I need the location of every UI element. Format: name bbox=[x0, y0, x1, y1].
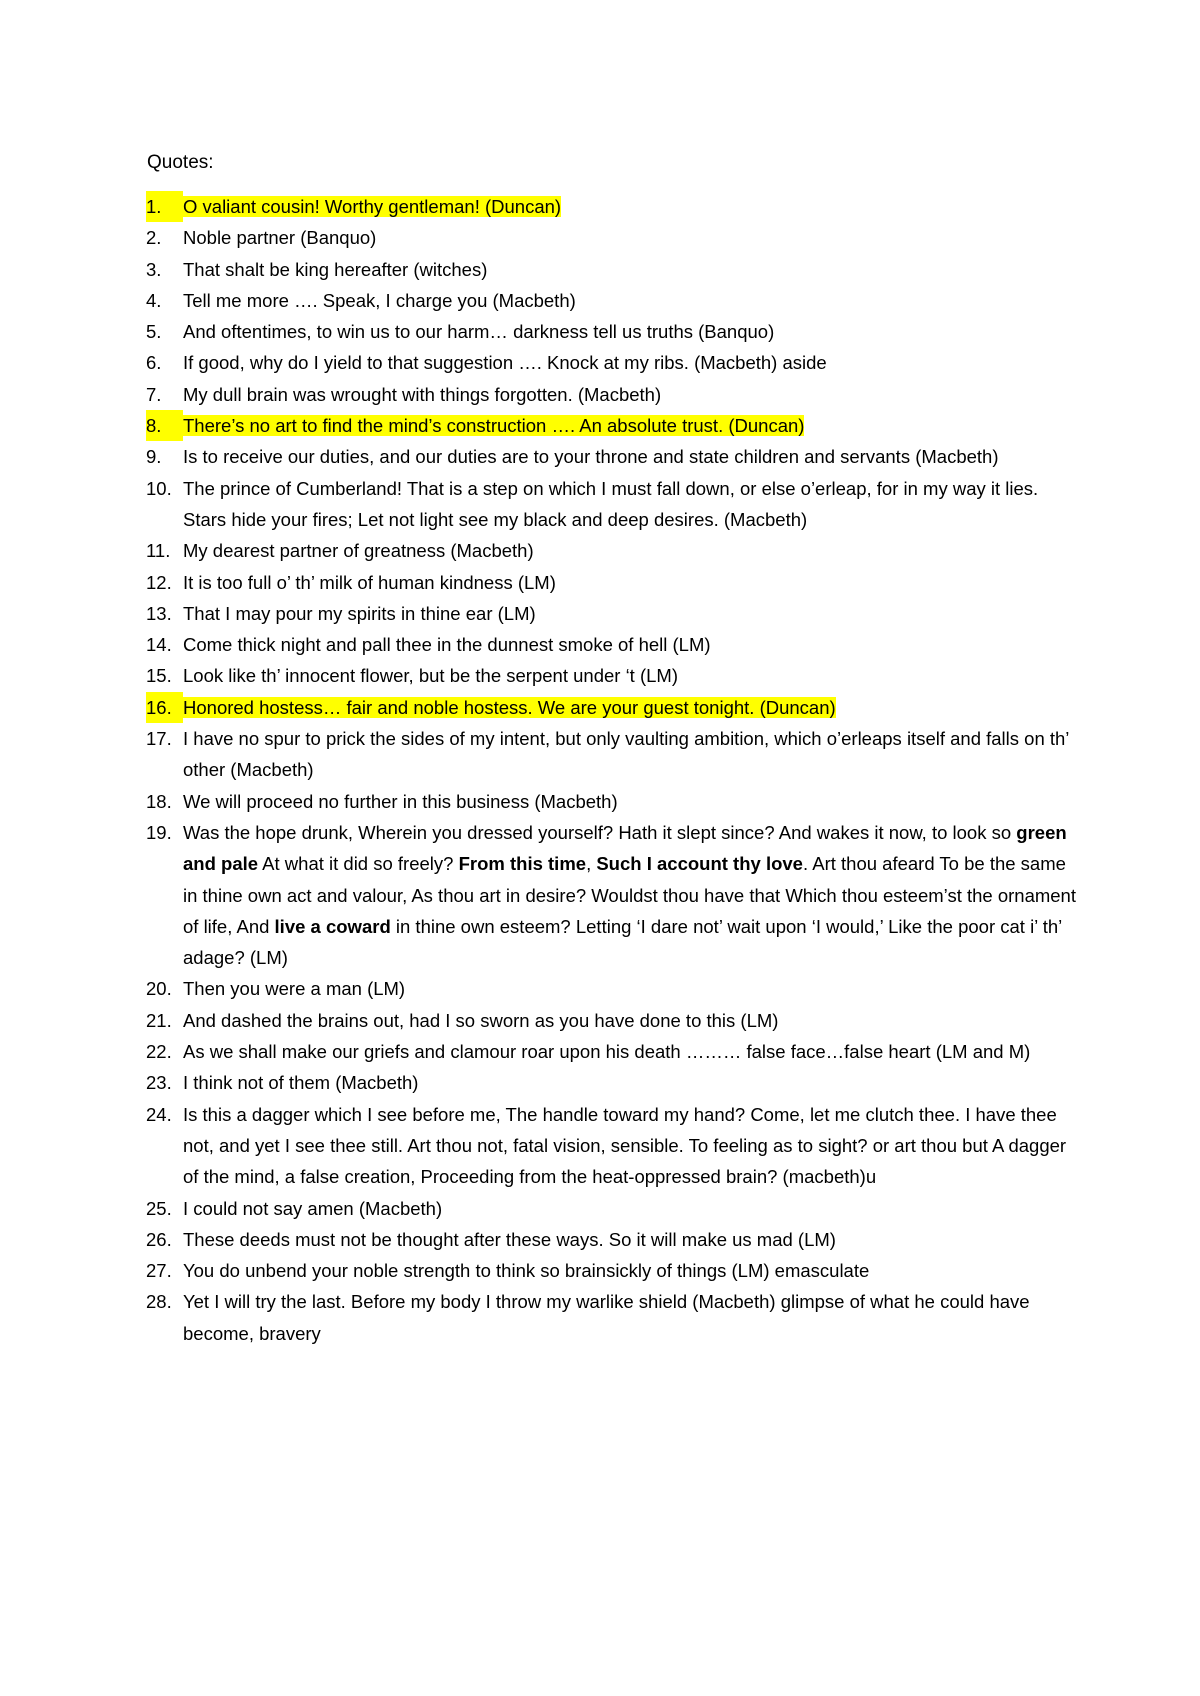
quote-item bbox=[0, 567, 1083, 598]
quote-item bbox=[0, 410, 1083, 441]
quote-item bbox=[0, 598, 1083, 629]
quote-number: 24. bbox=[146, 1103, 172, 1125]
quote-item bbox=[0, 254, 1083, 285]
quote-item bbox=[0, 1255, 1083, 1286]
quote-item bbox=[0, 629, 1083, 660]
quote-item bbox=[0, 1193, 1083, 1224]
quote-number: 4. bbox=[146, 289, 162, 311]
quote-number: 18. bbox=[146, 790, 172, 812]
quote-number: 8. bbox=[146, 410, 183, 441]
quote-text: Yet I will try the last. Before my body I throw my warlike shield (Macbeth) glimpse of what he could have become, bravery bbox=[183, 1291, 1030, 1344]
quote-number: 11. bbox=[146, 540, 171, 562]
quote-text: My dull brain was wrought with things forgotten. (Macbeth) bbox=[183, 383, 662, 405]
quote-text: These deeds must not be thought after these ways. So it will make us mad (LM) bbox=[183, 1228, 836, 1250]
quote-number: 20. bbox=[146, 978, 172, 1000]
quote-segment: Was the hope drunk, Wherein you dressed yourself? Hath it slept since? And wakes it now, to look so bbox=[183, 821, 1017, 843]
quote-item bbox=[0, 347, 1083, 378]
quote-item bbox=[0, 222, 1083, 253]
quote-bold-segment: green and pale bbox=[183, 821, 1067, 875]
quote-number: 26. bbox=[146, 1228, 172, 1250]
quote-item bbox=[0, 1067, 1083, 1098]
quote-item bbox=[0, 786, 1083, 817]
quote-item bbox=[0, 191, 1083, 222]
quote-text: Tell me more …. Speak, I charge you (Macbeth) bbox=[183, 289, 576, 311]
quote-text: Is this a dagger which I see before me, The handle toward my hand? Come, let me clutch thee. I have thee not, and yet I see thee still. Art thou not, fatal vision, sensible. To feeling as to sight? or art thou but A dagger of the mind, a false creation, Proceeding from the heat-oppressed brain? (macbeth)u bbox=[183, 1103, 1067, 1188]
quote-number: 14. bbox=[146, 634, 172, 656]
quote-segment: , bbox=[586, 853, 597, 875]
quote-number: 2. bbox=[146, 227, 162, 249]
quote-item bbox=[0, 473, 1083, 536]
quote-text: That shalt be king hereafter (witches) bbox=[183, 258, 488, 280]
quote-text: Noble partner (Banquo) bbox=[183, 227, 377, 249]
quote-text: It is too full o’ th’ milk of human kindness (LM) bbox=[183, 571, 556, 593]
quote-text bbox=[183, 822, 1076, 968]
quote-text: I could not say amen (Macbeth) bbox=[183, 1197, 443, 1219]
quote-item bbox=[0, 1099, 1083, 1193]
quote-item bbox=[0, 316, 1083, 347]
quote-text: Come thick night and pall thee in the dunnest smoke of hell (LM) bbox=[183, 634, 711, 656]
quote-item bbox=[0, 692, 1083, 723]
quote-number: 13. bbox=[146, 602, 172, 624]
quote-item bbox=[0, 817, 1083, 973]
quote-bold-segment: From this time bbox=[458, 853, 587, 875]
quote-number: 9. bbox=[146, 446, 162, 468]
quote-number: 7. bbox=[146, 383, 162, 405]
quote-number: 21. bbox=[146, 1009, 172, 1031]
quote-text: And dashed the brains out, had I so sworn as you have done to this (LM) bbox=[183, 1009, 779, 1031]
quote-text: We will proceed no further in this business (Macbeth) bbox=[183, 790, 618, 812]
quote-text: Look like th’ innocent flower, but be the serpent under ‘t (LM) bbox=[183, 665, 678, 687]
quote-text: That I may pour my spirits in thine ear (LM) bbox=[183, 602, 536, 624]
quote-text: You do unbend your noble strength to think so brainsickly of things (LM) emasculate bbox=[183, 1260, 870, 1282]
quote-segment: . Art thou afeard To be the same in thine own act and valour, As thou art in desire? Wouldst thou have that Which thou esteem’st the ornament of life, And bbox=[183, 853, 1076, 937]
quote-number: 27. bbox=[146, 1260, 172, 1282]
quote-number: 12. bbox=[146, 571, 172, 593]
quote-number: 3. bbox=[146, 258, 162, 280]
quote-bold-segment: Such I account thy love bbox=[596, 853, 803, 875]
quote-bold-segment: live a coward bbox=[274, 915, 391, 937]
quote-number: 10. bbox=[146, 477, 172, 499]
quote-text: There’s no art to find the mind’s construction …. An absolute trust. (Duncan) bbox=[183, 415, 805, 437]
quote-number: 15. bbox=[146, 665, 172, 687]
quote-number: 17. bbox=[146, 728, 172, 750]
quote-item bbox=[0, 1224, 1083, 1255]
quote-number: 16. bbox=[146, 692, 183, 723]
quote-text: Is to receive our duties, and our duties are to your throne and state children and servants (Macbeth) bbox=[183, 446, 999, 468]
quote-text: The prince of Cumberland! That is a step on which I must fall down, or else o’erleap, for in my way it lies. Stars hide your fires; Let not light see my black and deep desires. (Macbeth) bbox=[183, 477, 1039, 530]
quote-text: I think not of them (Macbeth) bbox=[183, 1072, 419, 1094]
quote-text: As we shall make our griefs and clamour roar upon his death ……… false face…false heart (LM and M) bbox=[183, 1041, 1031, 1063]
quote-number: 6. bbox=[146, 352, 162, 374]
quote-number: 25. bbox=[146, 1197, 172, 1219]
quote-text: Honored hostess… fair and noble hostess. We are your guest tonight. (Duncan) bbox=[183, 696, 836, 718]
quote-text: O valiant cousin! Worthy gentleman! (Duncan) bbox=[183, 196, 562, 217]
quote-number: 19. bbox=[146, 821, 172, 843]
quote-text: And oftentimes, to win us to our harm… darkness tell us truths (Banquo) bbox=[183, 321, 775, 343]
quote-item bbox=[0, 379, 1083, 410]
quote-item bbox=[0, 1005, 1083, 1036]
quotes-list bbox=[0, 191, 1200, 1349]
quote-number: 28. bbox=[146, 1291, 172, 1313]
quote-number: 1. bbox=[146, 191, 183, 222]
quote-item bbox=[0, 660, 1083, 691]
quote-text: Then you were a man (LM) bbox=[183, 978, 406, 1000]
quote-number: 22. bbox=[146, 1041, 172, 1063]
quote-item bbox=[0, 535, 1083, 566]
quote-number: 5. bbox=[146, 321, 162, 343]
quote-text: I have no spur to prick the sides of my intent, but only vaulting ambition, which o’erleaps itself and falls on th’ other (Macbeth) bbox=[183, 728, 1069, 781]
quote-text: If good, why do I yield to that suggestion …. Knock at my ribs. (Macbeth) aside bbox=[183, 352, 827, 374]
quote-item bbox=[0, 1286, 1083, 1349]
quote-item bbox=[0, 973, 1083, 1004]
quote-segment: in thine own esteem? Letting ‘I dare not’ wait upon ‘I would,’ Like the poor cat i’ th’ adage? (LM) bbox=[183, 915, 1062, 969]
quote-item bbox=[0, 285, 1083, 316]
page-heading: Quotes: bbox=[147, 152, 214, 173]
quote-segment: At what it did so freely? bbox=[258, 853, 459, 875]
quote-number: 23. bbox=[146, 1072, 172, 1094]
quote-text: My dearest partner of greatness (Macbeth) bbox=[183, 540, 534, 562]
quote-item bbox=[0, 1036, 1083, 1067]
quote-item bbox=[0, 723, 1083, 786]
quote-item bbox=[0, 441, 1083, 472]
